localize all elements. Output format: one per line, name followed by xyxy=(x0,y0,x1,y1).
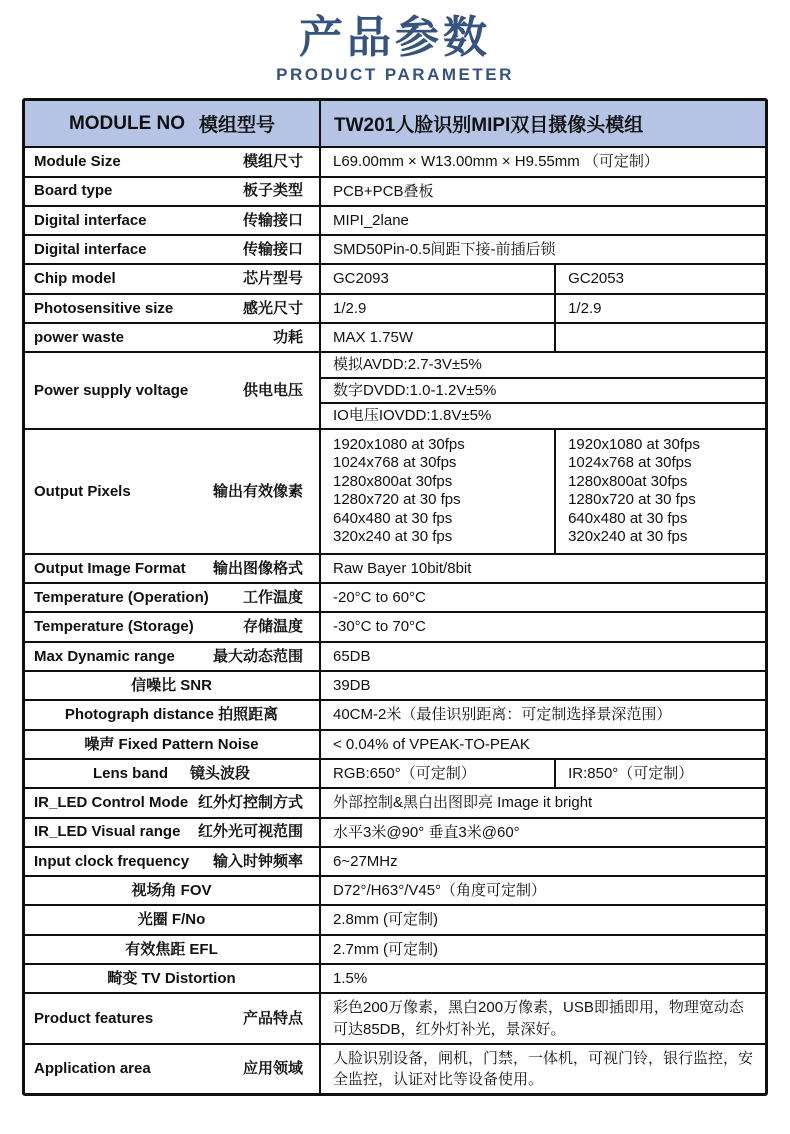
value-text: RGB:650°（可定制） xyxy=(333,764,476,782)
row-label-text: Module Size xyxy=(34,153,121,171)
row-label-text: 镜头波段 xyxy=(190,764,251,782)
value-text: 1/2.9 xyxy=(568,299,602,317)
value-cell xyxy=(321,148,765,175)
table-row xyxy=(25,205,765,234)
value-cell xyxy=(321,584,765,611)
value-line: 1920x1080 at 30fps xyxy=(568,435,700,453)
value-text: 1/2.9 xyxy=(333,299,367,317)
value-cell xyxy=(321,994,765,1043)
row-label xyxy=(25,731,319,758)
value-text: 1.5% xyxy=(333,970,368,987)
value-text: 6~27MHz xyxy=(333,852,398,870)
value-line: 320x240 at 30 fps xyxy=(568,528,688,546)
value-text: 39DB xyxy=(333,677,371,695)
value-cell xyxy=(321,265,554,292)
row-label-text: Lens band xyxy=(92,764,168,782)
value-cell xyxy=(321,613,765,640)
value-text: Raw Bayer 10bit/8bit xyxy=(333,559,472,577)
value-cell xyxy=(554,760,765,787)
row-label-text: Temperature (Storage) xyxy=(34,618,194,636)
row-label xyxy=(25,324,319,351)
value-text: GC2053 xyxy=(568,270,624,288)
row-values xyxy=(319,236,765,263)
row-values xyxy=(319,1045,765,1094)
row-label-text: 存储温度 xyxy=(242,618,303,636)
row-label-text: 噪声 Fixed Pattern Noise xyxy=(84,735,259,753)
row-label xyxy=(25,613,319,640)
table-row xyxy=(25,670,765,699)
row-values xyxy=(319,760,765,787)
header-module-no-label-zh: 模组型号 xyxy=(199,115,276,137)
table-row xyxy=(25,351,765,428)
row-values xyxy=(319,555,765,582)
row-label-text: 有效焦距 EFL xyxy=(125,940,218,958)
row-values xyxy=(319,731,765,758)
value-cell xyxy=(321,731,765,758)
row-label-text: 应用领域 xyxy=(242,1060,303,1078)
value-cell xyxy=(321,1045,765,1094)
row-values xyxy=(319,789,765,816)
row-label xyxy=(25,848,319,875)
row-label-text: 视场角 FOV xyxy=(131,882,212,899)
row-label-text: Board type xyxy=(34,182,113,200)
table-row xyxy=(25,263,765,292)
table-row xyxy=(25,934,765,963)
value-text: 40CM-2米（最佳识别距离：可定制选择景深范围） xyxy=(333,706,672,724)
row-label-text: 模组尺寸 xyxy=(242,153,303,171)
value-cell xyxy=(321,760,554,787)
stacked-value-row xyxy=(321,402,765,428)
row-values xyxy=(319,324,765,351)
value-cell xyxy=(321,789,765,816)
value-text: IR:850°（可定制） xyxy=(568,764,694,782)
row-label xyxy=(25,965,319,992)
value-text: < 0.04% of VPEAK-TO-PEAK xyxy=(333,735,530,753)
row-label-text: 光圈 F/No xyxy=(137,911,206,929)
table-row xyxy=(25,176,765,205)
row-label xyxy=(25,584,319,611)
value-cell xyxy=(321,848,765,875)
row-label-text: Input clock frequency xyxy=(34,852,190,870)
row-values xyxy=(319,265,765,292)
table-row xyxy=(25,322,765,351)
value-text: SMD50Pin-0.5间距下接-前插后锁 xyxy=(333,241,556,259)
value-cell xyxy=(321,643,765,670)
row-label xyxy=(25,789,319,816)
table-row xyxy=(25,875,765,904)
row-label xyxy=(25,936,319,963)
value-cell xyxy=(321,936,765,963)
row-values xyxy=(319,936,765,963)
row-label xyxy=(25,760,319,787)
spec-table xyxy=(22,98,768,1096)
row-label-text: 产品特点 xyxy=(242,1009,303,1027)
row-label xyxy=(25,353,319,428)
row-label-text: 输出图像格式 xyxy=(212,559,303,577)
value-cell xyxy=(321,324,554,351)
row-label xyxy=(25,295,319,322)
value-text: 数字DVDD:1.0-1.2V±5% xyxy=(333,381,497,399)
row-values xyxy=(319,643,765,670)
page-header xyxy=(0,0,790,85)
row-label xyxy=(25,207,319,234)
row-label-text: 红外灯控制方式 xyxy=(197,794,303,812)
header-label-cell xyxy=(25,101,319,146)
table-row xyxy=(25,817,765,846)
value-cell xyxy=(321,236,765,263)
row-label xyxy=(25,877,319,904)
value-text: MIPI_2lane xyxy=(333,211,409,229)
value-text: PCB+PCB叠板 xyxy=(333,182,434,200)
value-cell xyxy=(321,178,765,205)
row-values xyxy=(319,994,765,1043)
row-label-text: 工作温度 xyxy=(242,589,303,607)
value-cell xyxy=(321,877,765,904)
value-cell xyxy=(554,295,765,322)
value-cell xyxy=(321,207,765,234)
row-values xyxy=(319,819,765,846)
value-text: 2.8mm (可定制) xyxy=(333,911,439,929)
table-row xyxy=(25,641,765,670)
row-label xyxy=(25,672,319,699)
row-label-text: 最大动态范围 xyxy=(212,647,303,665)
row-label-text: 红外光可视范围 xyxy=(197,823,303,841)
row-values xyxy=(319,672,765,699)
row-label-text: Temperature (Operation) xyxy=(34,589,209,607)
table-row xyxy=(25,992,765,1043)
value-text: 模拟AVDD:2.7-3V±5% xyxy=(333,356,482,374)
value-text: MAX 1.75W xyxy=(333,329,414,347)
row-label xyxy=(25,178,319,205)
value-text: GC2093 xyxy=(333,270,389,288)
row-label xyxy=(25,701,319,728)
row-values xyxy=(319,295,765,322)
row-label-text: 输出有效像素 xyxy=(212,482,303,500)
value-cell xyxy=(321,701,765,728)
table-row xyxy=(25,904,765,933)
table-row xyxy=(25,787,765,816)
row-label-text: Product features xyxy=(34,1009,154,1027)
row-label-text: 芯片型号 xyxy=(242,270,303,288)
row-label xyxy=(25,643,319,670)
value-cell xyxy=(321,555,765,582)
page-subtitle: PRODUCT PARAMETER xyxy=(276,65,514,85)
row-label-text: 输入时钟频率 xyxy=(212,852,303,870)
row-label xyxy=(25,236,319,263)
value-text: L69.00mm × W13.00mm × H9.55mm （可定制） xyxy=(333,153,659,171)
value-text: D72°/H63°/V45°（角度可定制） xyxy=(333,882,547,900)
page-title: 产品参数 xyxy=(299,13,491,62)
row-label-text: Chip model xyxy=(34,270,116,288)
table-row xyxy=(25,1043,765,1094)
row-values xyxy=(319,613,765,640)
row-values xyxy=(319,430,765,553)
row-values xyxy=(319,584,765,611)
value-line: 1280x720 at 30 fps xyxy=(333,491,461,509)
value-line: 1920x1080 at 30fps xyxy=(333,435,465,453)
row-label-text: Photograph distance 拍照距离 xyxy=(64,706,279,724)
stacked-value-row xyxy=(321,353,765,377)
value-line: 320x240 at 30 fps xyxy=(333,528,453,546)
row-label xyxy=(25,555,319,582)
row-label xyxy=(25,1045,319,1094)
spec-table-header xyxy=(25,101,765,146)
row-values xyxy=(319,178,765,205)
row-label-text: Photosensitive size xyxy=(34,299,174,317)
row-label-text: 感光尺寸 xyxy=(242,299,303,317)
row-label-text: 畸变 TV Distortion xyxy=(107,969,236,987)
row-label-text: IR_LED Control Mode xyxy=(34,794,189,812)
value-text: 2.7mm (可定制) xyxy=(333,940,439,958)
value-line: 640x480 at 30 fps xyxy=(333,509,453,527)
row-label-text: power waste xyxy=(34,328,125,346)
stacked-value-row xyxy=(321,377,765,403)
value-text: 65DB xyxy=(333,647,371,665)
row-label-text: Power supply voltage xyxy=(34,381,189,399)
table-row xyxy=(25,582,765,611)
row-values xyxy=(319,207,765,234)
row-label-text: Output Pixels xyxy=(34,482,131,500)
value-text: 外部控制&黑白出图即亮 Image it bright xyxy=(333,794,593,812)
table-row xyxy=(25,428,765,553)
value-cell xyxy=(321,819,765,846)
row-label xyxy=(25,148,319,175)
row-label-text: 传输接口 xyxy=(242,241,303,259)
row-label xyxy=(25,430,319,553)
value-line: 1024x768 at 30fps xyxy=(568,454,692,472)
table-row xyxy=(25,611,765,640)
value-text: IO电压IOVDD:1.8V±5% xyxy=(333,407,492,425)
row-label-text: 板子类型 xyxy=(242,182,303,200)
row-values xyxy=(319,353,765,428)
row-values xyxy=(319,906,765,933)
value-line: 1280x800at 30fps xyxy=(333,472,453,490)
value-line: 1024x768 at 30fps xyxy=(333,454,457,472)
value-line: 1280x800at 30fps xyxy=(568,472,688,490)
table-row xyxy=(25,758,765,787)
row-label-text: 信噪比 SNR xyxy=(131,676,212,694)
value-line: 1280x720 at 30 fps xyxy=(568,491,696,509)
row-label-text: Application area xyxy=(34,1060,151,1078)
row-label-text: 供电电压 xyxy=(242,381,303,399)
value-text: 彩色200万像素，黑白200万像素，USB即插即用，物理宽动态可达85DB，红外灯补光，景深好。 xyxy=(333,999,744,1038)
table-row xyxy=(25,234,765,263)
row-label-text: 功耗 xyxy=(272,328,303,346)
row-label-text: Digital interface xyxy=(34,211,147,229)
row-values xyxy=(319,701,765,728)
value-cell xyxy=(321,906,765,933)
header-module-no-label: MODULE NO xyxy=(68,112,186,134)
value-cell xyxy=(321,430,554,553)
row-label-text: 传输接口 xyxy=(242,211,303,229)
row-label xyxy=(25,994,319,1043)
value-cell xyxy=(321,295,554,322)
table-row xyxy=(25,729,765,758)
table-row xyxy=(25,553,765,582)
row-values xyxy=(319,848,765,875)
table-row xyxy=(25,699,765,728)
row-label-text: Digital interface xyxy=(34,241,147,259)
row-label xyxy=(25,906,319,933)
header-module-name: TW201人脸识别MIPI双目摄像头模组 xyxy=(319,101,765,146)
row-label-text: Max Dynamic range xyxy=(34,647,175,665)
value-text: 水平3米@90° 垂直3米@60° xyxy=(333,823,520,841)
table-row xyxy=(25,293,765,322)
value-cell xyxy=(554,430,765,553)
spec-rows xyxy=(25,146,765,1093)
row-label-text: IR_LED Visual range xyxy=(34,823,181,841)
value-cell xyxy=(554,324,765,351)
value-cell xyxy=(321,672,765,699)
value-cell xyxy=(554,265,765,292)
value-line: 640x480 at 30 fps xyxy=(568,509,688,527)
value-text: -20°C to 60°C xyxy=(333,589,426,607)
row-values xyxy=(319,965,765,992)
row-values xyxy=(319,148,765,175)
row-label-text: Output Image Format xyxy=(34,559,186,577)
table-row xyxy=(25,146,765,175)
row-label xyxy=(25,265,319,292)
row-values xyxy=(319,877,765,904)
value-text: -30°C to 70°C xyxy=(333,618,426,636)
value-cell xyxy=(321,965,765,992)
row-label xyxy=(25,819,319,846)
table-row xyxy=(25,963,765,992)
table-row xyxy=(25,846,765,875)
value-text: 人脸识别设备，闸机，门禁，一体机，可视门铃，银行监控，安全监控，认证对比等设备使用。 xyxy=(333,1049,754,1089)
